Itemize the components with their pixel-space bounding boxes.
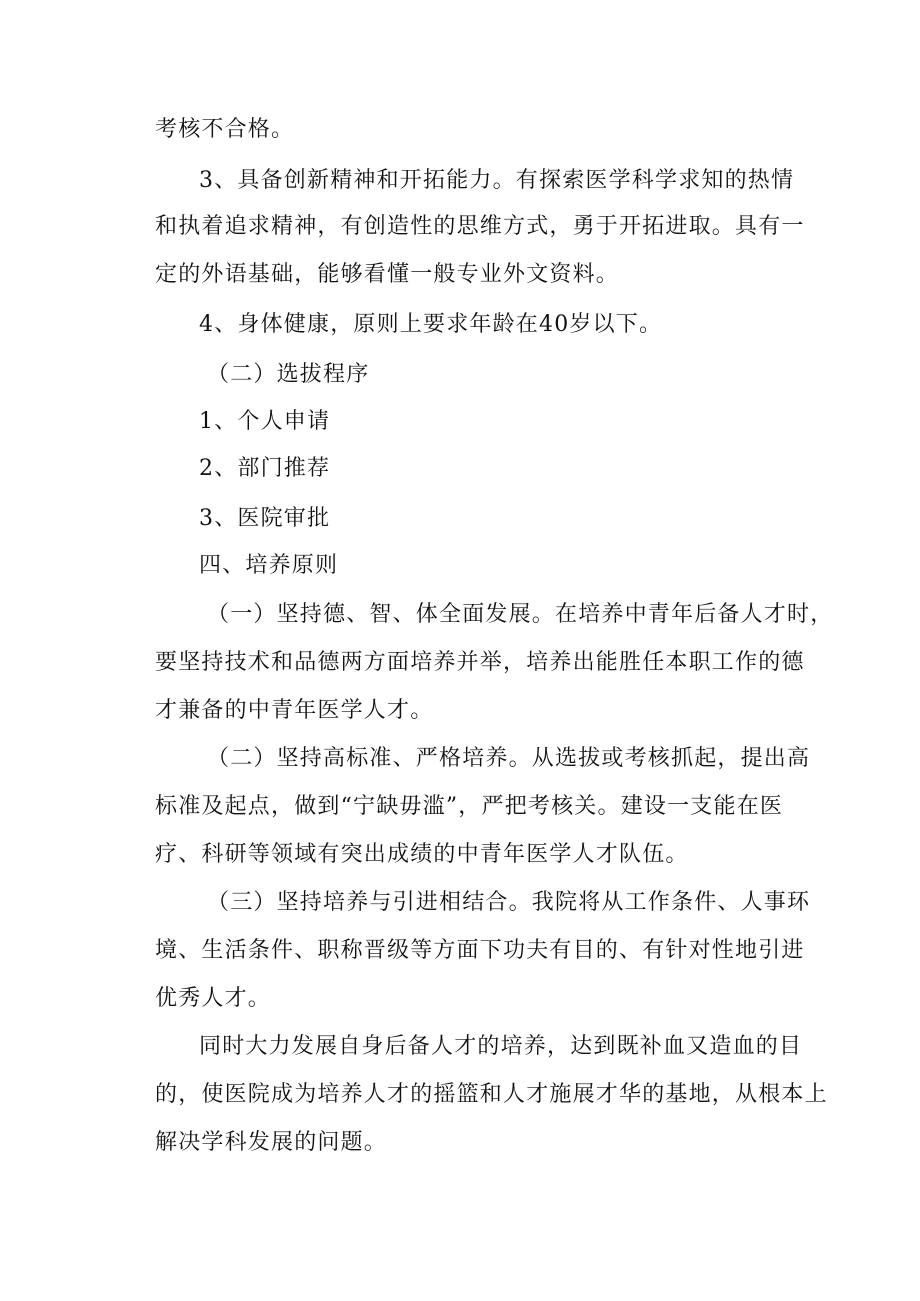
text-line: 的，使医院成为培养人才的摇篮和人才施展才华的基地，从根本上 xyxy=(155,1082,828,1107)
text-line: 要坚持技术和品德两方面培养并举，培养出能胜任本职工作的德 xyxy=(155,650,805,675)
text-line: （三）坚持培养与引进相结合。我院将从工作条件、人事环 xyxy=(207,890,811,915)
text-line: 3、具备创新精神和开拓能力。有探索医学科学求知的热情 xyxy=(199,168,795,193)
text-line: 考核不合格。 xyxy=(155,117,295,142)
text-line: 4、身体健康，原则上要求年龄在40岁以下。 xyxy=(199,312,663,337)
text-line: 和执着追求精神，有创造性的思维方式，勇于开拓进取。具有一 xyxy=(155,214,805,239)
text-line: 才兼备的中青年医学人才。 xyxy=(155,698,434,723)
text-line: （一）坚持德、智、体全面发展。在培养中青年后备人才时， xyxy=(207,602,834,627)
list-item: 3、医院审批 xyxy=(199,506,331,531)
list-item: 2、部门推荐 xyxy=(199,456,331,481)
text-line: 定的外语基础，能够看懂一般专业外文资料。 xyxy=(155,262,620,287)
text-line: 优秀人才。 xyxy=(155,986,272,1011)
text-line: （二）坚持高标准、严格培养。从选拔或考核抓起，提出高 xyxy=(207,746,811,771)
section-heading: （二）选拔程序 xyxy=(207,362,370,387)
text-line: 同时大力发展自身后备人才的培养，达到既补血又造血的目 xyxy=(199,1034,803,1059)
text-line: 标准及起点，做到“宁缺毋滥”，严把考核关。建设一支能在医 xyxy=(155,794,784,819)
text-line: 疗、科研等领域有突出成绩的中青年医学人才队伍。 xyxy=(155,842,689,867)
section-heading: 四、培养原则 xyxy=(199,553,339,578)
list-item: 1、个人申请 xyxy=(199,409,331,434)
text-line: 解决学科发展的问题。 xyxy=(155,1130,388,1155)
text-line: 境、生活条件、职称晋级等方面下功夫有目的、有针对性地引进 xyxy=(155,938,805,963)
